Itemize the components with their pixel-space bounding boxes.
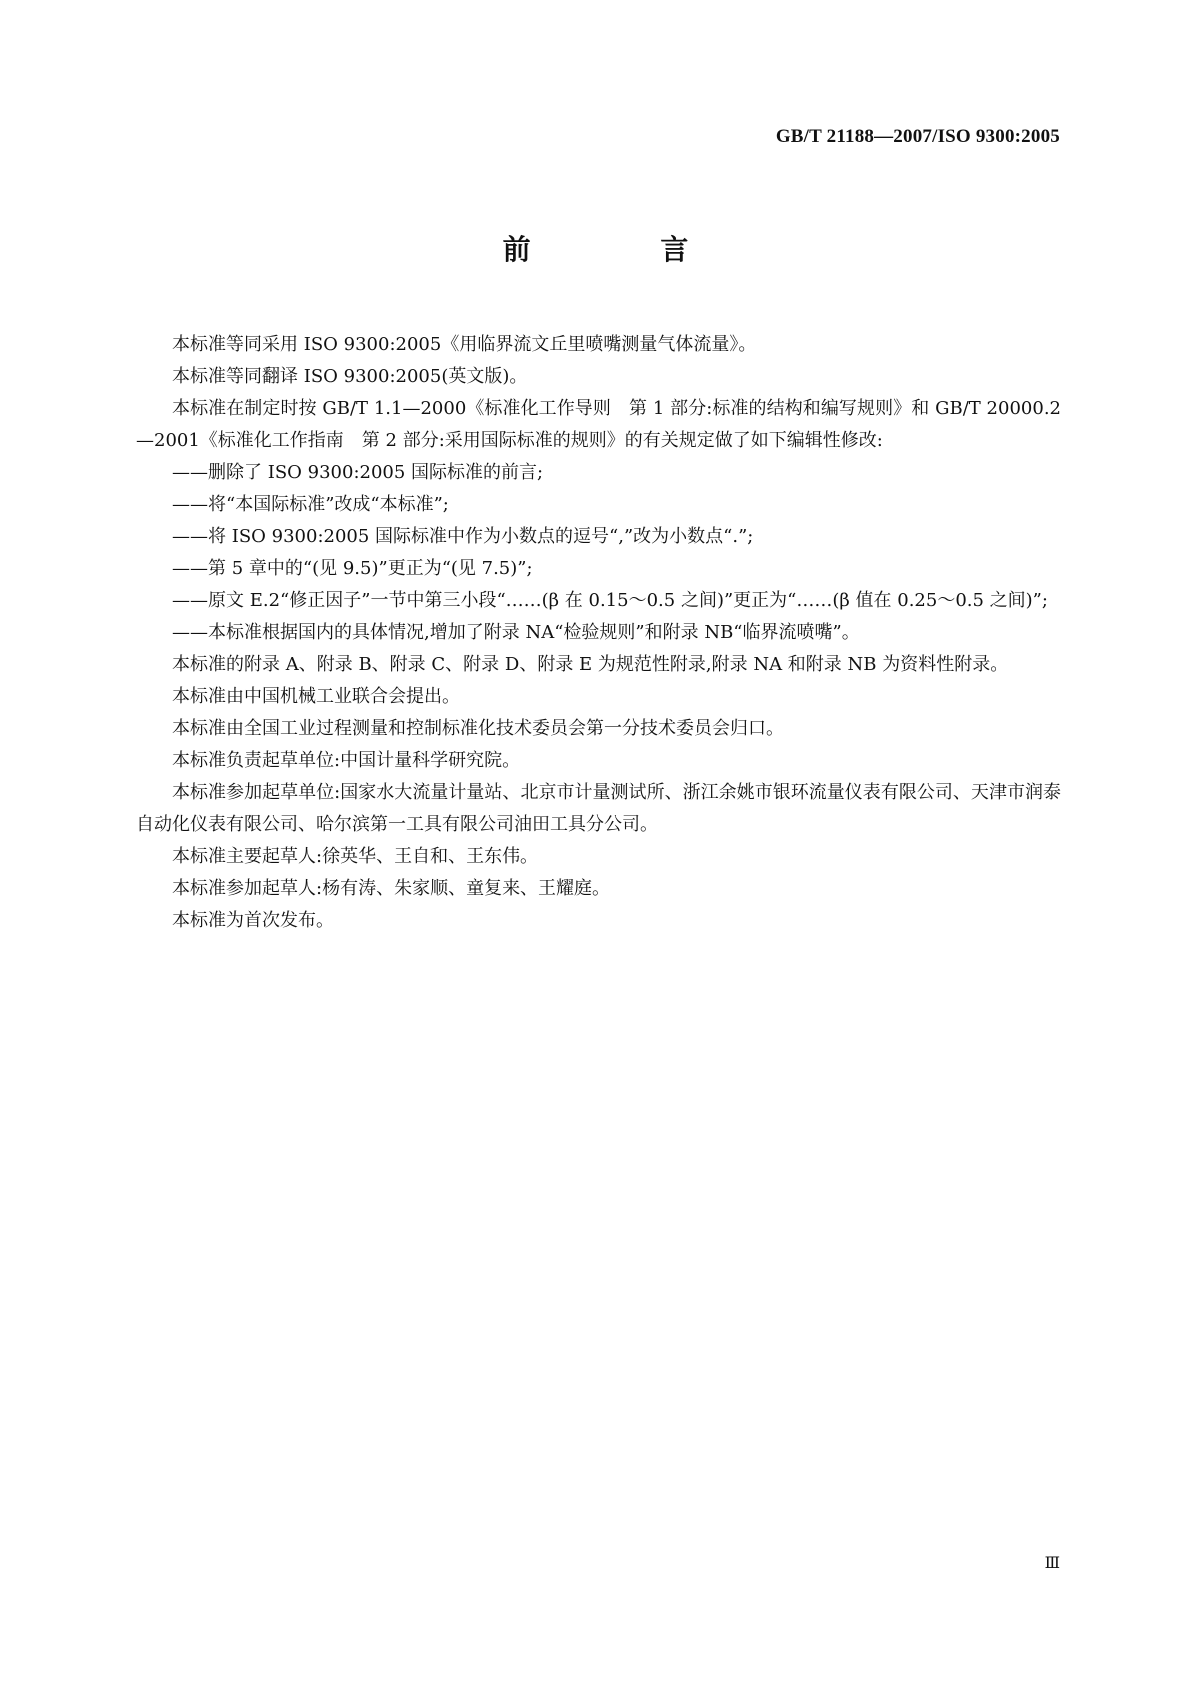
paragraph: 本标准在制定时按 GB/T 1.1—2000《标准化工作导则 第 1 部分:标准的结构和编写规则》和 GB/T 20000.2—2001《标准化工作指南 第 2 部分:采用国际标准的规则》的有关规定做了如下编辑性修改: [136, 398, 1061, 451]
paragraph: 本标准为首次发布。 [172, 910, 334, 931]
paragraph: 本标准参加起草人:杨有涛、朱家顺、童复来、王耀庭。 [172, 878, 611, 899]
list-item: ——第 5 章中的“(见 9.5)”更正为“(见 7.5)”; [172, 558, 533, 579]
list-item: ——删除了 ISO 9300:2005 国际标准的前言; [172, 462, 544, 483]
list-item: ——将 ISO 9300:2005 国际标准中作为小数点的逗号“,”改为小数点“.”; [172, 526, 754, 547]
paragraph: 本标准主要起草人:徐英华、王自和、王东伟。 [172, 846, 539, 867]
paragraph: 本标准由中国机械工业联合会提出。 [172, 686, 460, 707]
list-item: ——原文 E.2“修正因子”一节中第三小段“……(β 在 0.15～0.5 之间)”更正为“……(β 值在 0.25～0.5 之间)”; [172, 590, 1048, 611]
paragraph: 本标准由全国工业过程测量和控制标准化技术委员会第一分技术委员会归口。 [172, 718, 784, 739]
foreword-body [136, 329, 1061, 937]
paragraph: 本标准的附录 A、附录 B、附录 C、附录 D、附录 E 为规范性附录,附录 NA 和附录 NB 为资料性附录。 [172, 654, 1009, 675]
paragraph: 本标准等同采用 ISO 9300:2005《用临界流文丘里喷嘴测量气体流量》。 [172, 334, 757, 355]
page-title: 前 言 [502, 233, 749, 266]
list-item: ——本标准根据国内的具体情况,增加了附录 NA“检验规则”和附录 NB“临界流喷嘴”。 [172, 622, 860, 643]
paragraph: 本标准等同翻译 ISO 9300:2005(英文版)。 [172, 366, 528, 387]
page-number: Ⅲ [1044, 1555, 1060, 1572]
standard-code: GB/T 21188—2007/ISO 9300:2005 [775, 126, 1060, 147]
list-item: ——将“本国际标准”改成“本标准”; [172, 494, 449, 515]
paragraph: 本标准参加起草单位:国家水大流量计量站、北京市计量测试所、浙江余姚市银环流量仪表有限公司、天津市润泰自动化仪表有限公司、哈尔滨第一工具有限公司油田工具分公司。 [136, 782, 1061, 835]
paragraph: 本标准负责起草单位:中国计量科学研究院。 [172, 750, 521, 771]
